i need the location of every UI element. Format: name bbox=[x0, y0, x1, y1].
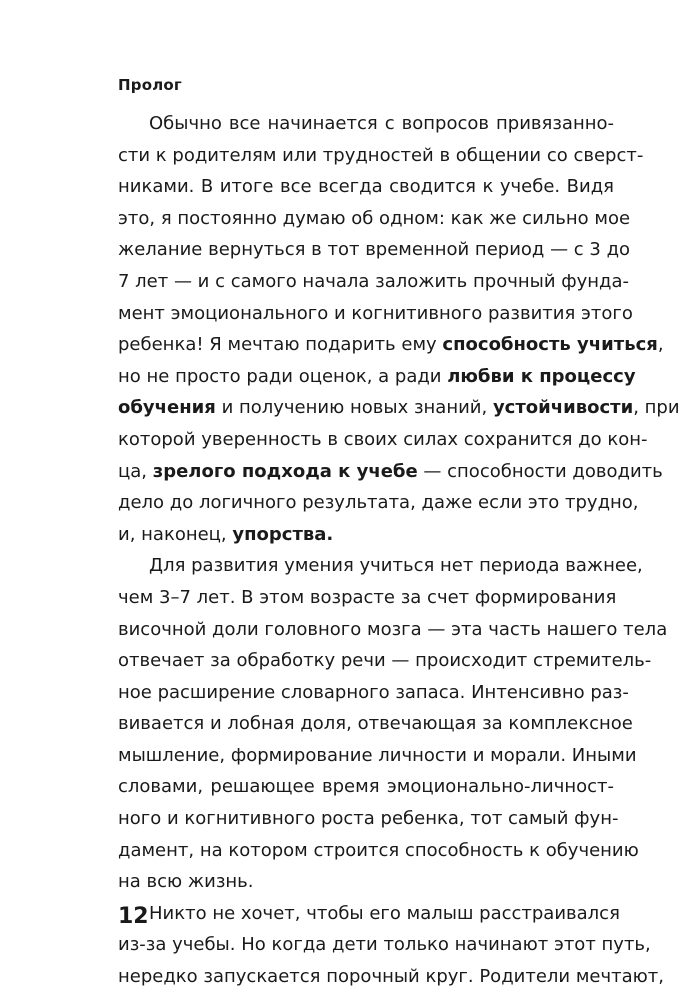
emphasis: любви к процессу bbox=[447, 365, 636, 387]
emphasis: зрелого подхода к учебе bbox=[152, 460, 418, 482]
text-line: мент эмоционального и когнитивного развития этого bbox=[118, 302, 633, 324]
text-line: но не просто ради оценок, а ради любви к процессу bbox=[118, 365, 636, 387]
text-line: сти к родителям или трудностей в общении со сверст- bbox=[118, 144, 644, 166]
text-line: никами. В итоге все всегда сводится к учебе. Видя bbox=[118, 176, 614, 198]
emphasis: обучения bbox=[118, 397, 216, 419]
paragraph bbox=[118, 550, 668, 898]
text-line: ребенка! Я мечтаю подарить ему способность учиться, bbox=[118, 334, 664, 356]
text-line: из-за учебы. Но когда дети только начинают этот путь, bbox=[118, 934, 651, 956]
text-line: словами, решающее время эмоционально-личност- bbox=[118, 776, 614, 798]
text-line: ное расширение словарного запаса. Интенсивно раз- bbox=[118, 681, 629, 703]
text-line: на всю жизнь. bbox=[118, 871, 254, 893]
text-line: нередко запускается порочный круг. Родители мечтают, bbox=[118, 966, 664, 988]
text-line: желание вернуться в тот временной период — с 3 до bbox=[118, 239, 631, 261]
text-line: чем 3–7 лет. В этом возрасте за счет формирования bbox=[118, 586, 617, 608]
text-line: Обычно все начинается с вопросов привязанно- bbox=[149, 113, 614, 134]
paragraph bbox=[118, 898, 664, 993]
text-line: мышление, формирование личности и морали. Иными bbox=[118, 744, 637, 766]
text-line: дело до логичного результата, даже если это трудно, bbox=[118, 492, 639, 514]
text-line: обучения и получению новых знаний, устойчивости, при bbox=[118, 397, 680, 419]
text-line: вивается и лобная доля, отвечающая за комплексное bbox=[118, 713, 633, 735]
running-header: Пролог bbox=[118, 76, 182, 94]
text-line: Для развития умения учиться нет периода важнее, bbox=[149, 555, 643, 577]
emphasis: способность учиться bbox=[442, 334, 658, 356]
body-text bbox=[118, 108, 680, 993]
text-line: Никто не хочет, чтобы его малыш расстраивался bbox=[149, 902, 620, 924]
text-line: отвечает за обработку речи — происходит стремитель- bbox=[118, 650, 652, 672]
text-line: которой уверенность в своих силах сохранится до кон- bbox=[118, 428, 648, 450]
text-line: и, наконец, упорства. bbox=[118, 523, 334, 545]
text-line: височной доли головного мозга — эта часть нашего тела bbox=[118, 618, 668, 640]
paragraph bbox=[118, 108, 680, 550]
text-line: 7 лет — и с самого начала заложить прочный фунда- bbox=[118, 270, 630, 292]
text-line: это, я постоянно думаю об одном: как же сильно мое bbox=[118, 207, 631, 229]
emphasis: устойчивости bbox=[492, 397, 634, 419]
text-line: ного и когнитивного роста ребенка, тот самый фун- bbox=[118, 808, 619, 830]
emphasis: упорства. bbox=[232, 523, 334, 545]
text-line: ца, зрелого подхода к учебе — способности доводить bbox=[118, 460, 663, 482]
text-line: дамент, на котором строится способность к обучению bbox=[118, 839, 639, 861]
page-number: 12 bbox=[118, 904, 149, 929]
